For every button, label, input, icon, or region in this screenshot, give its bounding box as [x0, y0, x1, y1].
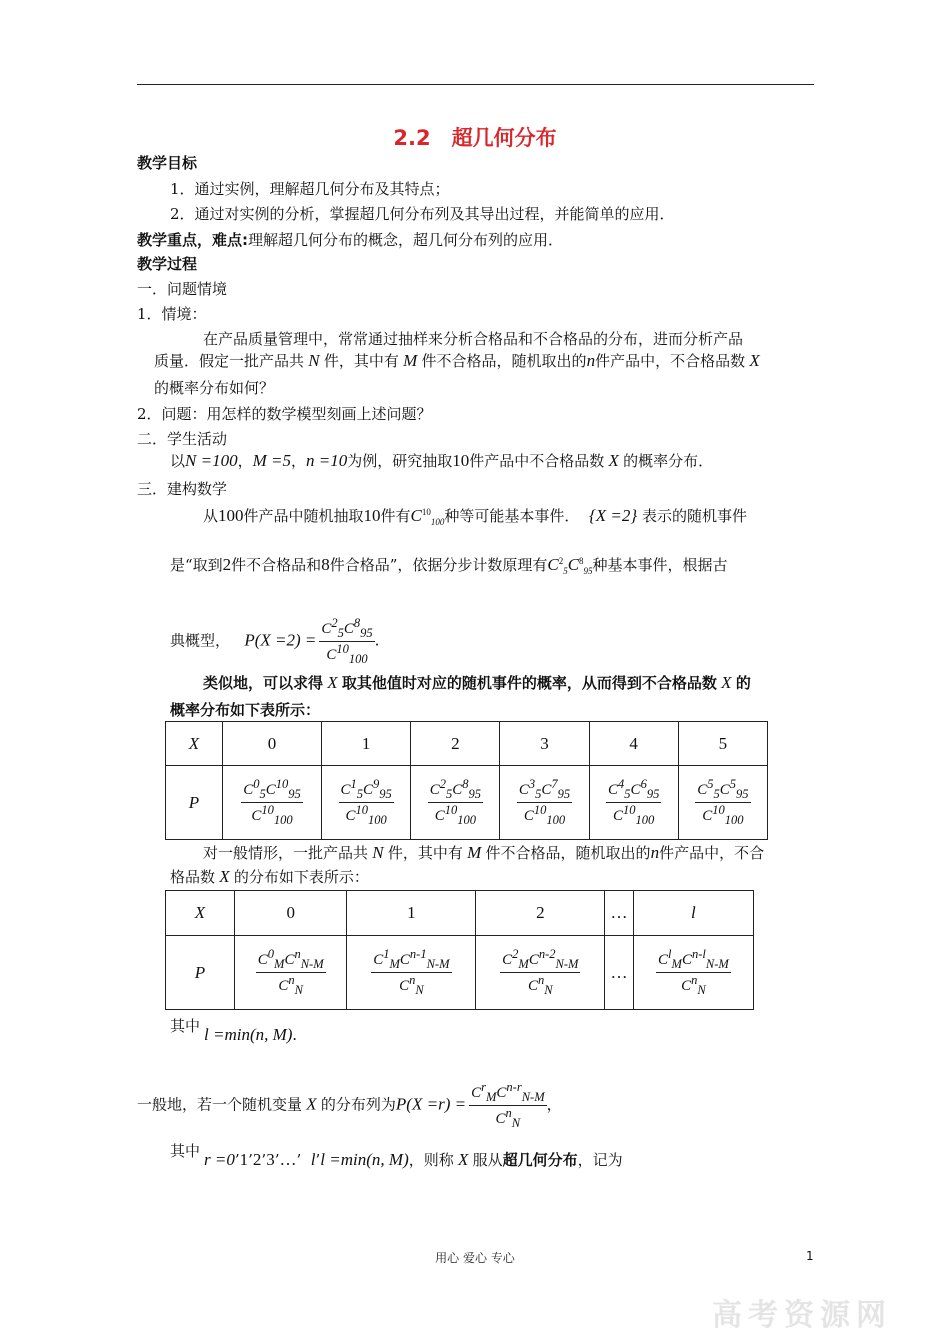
- probability-cell: $\frac{C^0_5C^{10}_{95}}{C^{10}_{100}}$: [223, 766, 322, 840]
- section-1-heading: 一．问题情境: [137, 280, 228, 298]
- table-row-p: [166, 766, 768, 840]
- probability-cell: $\frac{C^1_5C^9_{95}}{C^{10}_{100}}$: [322, 766, 411, 840]
- question-line: 2．问题：用怎样的数学模型刻画上述问题？: [137, 405, 432, 423]
- probability-cell: …: [605, 936, 634, 1010]
- goals-heading: 教学目标: [137, 154, 198, 172]
- table-cell: l: [633, 891, 753, 936]
- table-header-p: P: [166, 936, 235, 1010]
- where-label-2: 其中: [170, 1142, 201, 1160]
- table-header-x: X: [166, 891, 235, 936]
- distribution-table-general: [165, 890, 754, 1010]
- definition-line: 一般地，若一个随机变量 X 的分布列为P(X =r) = $\frac{C^r_MC^{n-r}_{N-M}}{C^n_N}$ ，: [137, 1080, 562, 1131]
- keypoints-label: 教学重点，难点:: [137, 231, 248, 249]
- situation-line-3: 的概率分布如何？: [154, 379, 275, 397]
- probability-cell: $\frac{C^2_MC^{n-2}_{N-M}}{C^n_N}$: [476, 936, 605, 1010]
- situation-line-1: 在产品质量管理中，常常通过抽样来分析合格品和不合格品的分布，进而分析产品: [203, 330, 744, 348]
- situation-heading: 1．情境：: [137, 305, 207, 323]
- situation-line-2: 质量．假定一批产品共 N 件，其中有 M 件不合格品，随机取出的n件产品中，不合格品数 X: [154, 351, 760, 370]
- goal-item-2: 2．通过对实例的分析，掌握超几何分布列及其导出过程，并能简单的应用．: [170, 205, 675, 223]
- page-number: 1: [806, 1249, 814, 1263]
- table-cell: 0: [223, 722, 322, 766]
- table-cell: …: [605, 891, 634, 936]
- table-cell: 2: [476, 891, 605, 936]
- watermark: 高考资源网: [712, 1298, 892, 1333]
- distribution-table-specific: [165, 721, 768, 840]
- construct-line-1: 从100件产品中随机抽取10件有$C^{10}_{100}$种等可能基本事件． {X =2} 表示的随机事件: [203, 506, 747, 527]
- table-cell: 1: [347, 891, 476, 936]
- probability-cell: $\frac{C^0_MC^n_{N-M}}{C^n_N}$: [235, 936, 347, 1010]
- table-cell: 5: [678, 722, 767, 766]
- probability-cell: $\frac{C^1_MC^{n-1}_{N-M}}{C^n_N}$: [347, 936, 476, 1010]
- definition-range-line: r =0’1’2’3’…’ l’l =min(n, M)，则称 X 服从超几何分布，记为: [204, 1150, 623, 1169]
- section-2-heading: 二．学生活动: [137, 430, 228, 448]
- keypoints: [137, 229, 563, 250]
- where-label: 其中: [170, 1017, 201, 1035]
- general-line-1: 对一般情形，一批产品共 N 件，其中有 M 件不合格品，随机取出的n件产品中，不合: [203, 843, 765, 862]
- probability-cell: $\frac{C^2_5C^8_{95}}{C^{10}_{100}}$: [411, 766, 500, 840]
- footer-text: 用心 爱心 专心: [435, 1251, 515, 1265]
- general-line-2: 格品数 X 的分布如下表所示：: [170, 867, 369, 886]
- probability-cell: $\frac{C^l_MC^{n-l}_{N-M}}{C^n_N}$: [633, 936, 753, 1010]
- table-row-p: [166, 936, 754, 1010]
- goal-item-1: 1．通过实例，理解超几何分布及其特点；: [170, 180, 450, 198]
- construct-line-2: 是“取到2件不合格品和8件合格品”，依据分步计数原理有$C^2_5C^8_{95}$种基本事件，根据古: [170, 555, 728, 576]
- l-definition: l =min(n, M).: [204, 1025, 297, 1044]
- table-header-x: X: [166, 722, 223, 766]
- table-row-x: [166, 722, 768, 766]
- probability-cell: $\frac{C^4_5C^6_{95}}{C^{10}_{100}}$: [589, 766, 678, 840]
- table-header-p: P: [166, 766, 223, 840]
- probability-cell: $\frac{C^5_5C^5_{95}}{C^{10}_{100}}$: [678, 766, 767, 840]
- bold-line-2: 概率分布如下表所示：: [170, 701, 321, 719]
- table-cell: 4: [589, 722, 678, 766]
- process-heading: 教学过程: [137, 255, 198, 273]
- keypoints-text: 理解超几何分布的概念，超几何分布列的应用．: [248, 231, 564, 249]
- table-cell: 1: [322, 722, 411, 766]
- table-cell: 3: [500, 722, 589, 766]
- bold-line-1: 类似地，可以求得 X 取其他值时对应的随机事件的概率，从而得到不合格品数 X 的: [203, 673, 751, 692]
- table-row-x: [166, 891, 754, 936]
- header-rule: [137, 84, 814, 85]
- section-3-heading: 三．建构数学: [137, 480, 228, 498]
- page-title: 2.2 超几何分布: [393, 126, 557, 150]
- table-cell: 0: [235, 891, 347, 936]
- table-cell: 2: [411, 722, 500, 766]
- construct-line-3: 典概型， P(X =2) = $\frac{C^2_5C^8_{95}}{C^{10}_{100}}$ .: [170, 616, 380, 667]
- student-activity-line: 以N =100，M =5，n =10为例，研究抽取10件产品中不合格品数 X 的概率分布．: [170, 451, 714, 470]
- probability-cell: $\frac{C^3_5C^7_{95}}{C^{10}_{100}}$: [500, 766, 589, 840]
